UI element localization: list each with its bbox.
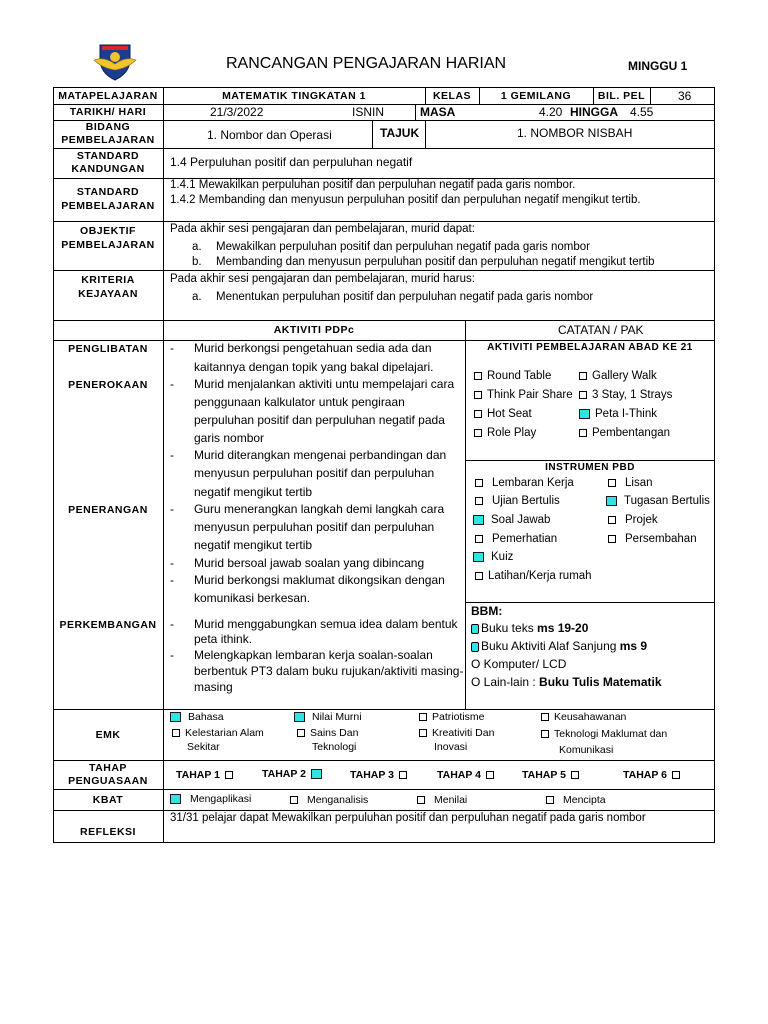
pbd-title: INSTRUMEN PBD — [545, 462, 635, 473]
date-value: 21/3/2022 — [210, 105, 264, 119]
checkbox-icon — [579, 372, 587, 380]
day-value: ISNIN — [352, 105, 385, 119]
checkbox-icon — [475, 572, 483, 580]
checked-checkbox-icon — [473, 515, 484, 525]
tajuk-label: TAJUK — [380, 126, 420, 140]
checkbox-icon — [541, 730, 549, 738]
checkbox-icon — [608, 516, 616, 524]
abad21-title: AKTIVITI PEMBELAJARAN ABAD KE 21 — [487, 342, 693, 353]
penerangan-3-line-1: Murid berkongsi maklumat dikongsikan dengan — [194, 573, 445, 587]
tahap-1[interactable]: TAHAP 1 — [176, 769, 238, 781]
pbd-tugasan-bertulis[interactable]: Tugasan Bertulis — [606, 495, 710, 507]
time-end: 4.55 — [630, 105, 654, 119]
perkembangan-2-line-1: Melengkapkan lembaran kerja soalan-soalan — [194, 648, 433, 662]
penglibatan-line-1: Murid berkongsi pengetahuan sedia ada dan — [194, 341, 432, 355]
checkbox-icon — [474, 391, 482, 399]
refleksi-label: REFLEKSI — [80, 826, 136, 838]
kelas-value: 1 GEMILANG — [500, 90, 572, 102]
checkbox-icon — [579, 391, 587, 399]
checkbox-icon — [672, 771, 680, 779]
penerokaan-2-line-3: negatif mengikut tertib — [194, 485, 313, 499]
checked-checkbox-icon — [294, 712, 305, 722]
checkbox-icon — [419, 729, 427, 737]
penerokaan-2-line-1: Murid diterangkan mengenai perbandingan dan — [194, 448, 447, 462]
penglibatan-label: PENGLIBATAN — [68, 343, 148, 355]
checked-checkbox-icon — [579, 409, 590, 419]
bullet-dash: - — [170, 448, 174, 462]
sp-label: STANDARD PEMBELAJARAN — [61, 186, 155, 212]
bbm-title: BBM: — [471, 604, 503, 618]
checkbox-icon — [486, 771, 494, 779]
perkembangan-2-line-2: berbentuk PT3 dalam buku rujukan/aktiviti masing- — [194, 664, 464, 678]
tahap-4[interactable]: TAHAP 4 — [437, 769, 499, 781]
hingga-label: HINGGA — [570, 105, 618, 119]
checkbox-icon — [297, 729, 305, 737]
tarikh-label: TARIKH/ HARI — [69, 106, 147, 118]
kbat-menilai[interactable]: Menilai — [417, 794, 467, 806]
abad21-round-table[interactable]: Round Table — [474, 370, 551, 382]
checkbox-icon — [474, 410, 482, 418]
checkbox-icon — [474, 429, 482, 437]
page-title: RANCANGAN PENGAJARAN HARIAN — [226, 55, 507, 72]
perkembangan-1-line-2: peta ithink. — [194, 632, 253, 646]
penerokaan-1-line-3: perpuluhan positif dan perpuluhan negatif pada — [194, 413, 445, 427]
checkbox-icon — [571, 771, 579, 779]
emk-sains[interactable]: Sains Dan — [297, 727, 358, 739]
checkbox-icon — [172, 729, 180, 737]
kk-a-marker: a. — [192, 291, 202, 303]
catatan-header: CATATAN / PAK — [558, 323, 644, 337]
tajuk-value: 1. NOMBOR NISBAH — [517, 126, 633, 140]
sp-line-1: 1.4.1 Mewakilkan perpuluhan positif dan perpuluhan negatif pada garis nombor. — [170, 179, 576, 191]
checkbox-icon — [579, 429, 587, 437]
perkembangan-1-line-1: Murid menggabungkan semua idea dalam bentuk — [194, 617, 458, 631]
perkembangan-label: PERKEMBANGAN — [59, 619, 157, 631]
tahap-label: TAHAP PENGUASAAN — [68, 762, 148, 787]
sp-line-2: 1.4.2 Membanding dan menyusun perpuluhan positif dan perpuluhan negatif mengikut tertib. — [170, 194, 641, 206]
checkbox-icon — [475, 497, 483, 505]
emk-kelestarian-2: Sekitar — [187, 741, 220, 753]
obj-a: Mewakilkan perpuluhan positif dan perpuluhan negatif pada garis nombor — [216, 241, 590, 253]
penerokaan-1-line-4: garis nombor — [194, 431, 265, 445]
emk-keusahawanan[interactable]: Keusahawanan — [541, 711, 626, 723]
aktiviti-header: AKTIVITI PDPc — [273, 324, 355, 336]
penerangan-1-line-2: menyusun perpuluhan positif dan perpuluhan — [194, 520, 435, 534]
bullet-dash: - — [170, 377, 174, 391]
obj-b-marker: b. — [192, 256, 202, 268]
pbd-soal-jawab[interactable]: Soal Jawab — [473, 514, 550, 526]
pbd-pemerhatian[interactable]: Pemerhatian — [475, 533, 557, 545]
obj-b: Membanding dan menyusun perpuluhan positif dan perpuluhan negatif mengikut tertib — [216, 256, 655, 268]
kbat-menganalisis[interactable]: Menganalisis — [290, 794, 368, 806]
pbd-lembaran-kerja[interactable]: Lembaran Kerja — [475, 477, 574, 489]
sk-value: 1.4 Perpuluhan positif dan perpuluhan negatif — [170, 155, 413, 169]
abad21-gallery-walk[interactable]: Gallery Walk — [579, 370, 657, 382]
bidang-label: BIDANG PEMBELAJARAN — [61, 121, 155, 146]
abad21-role-play[interactable]: Role Play — [474, 427, 536, 439]
bbm-komputer[interactable]: O Komputer/ LCD — [471, 657, 567, 671]
obj-a-marker: a. — [192, 241, 202, 253]
emk-bahasa[interactable]: Bahasa — [170, 711, 224, 723]
emk-kreativiti-2: Inovasi — [434, 741, 468, 753]
tahap-6[interactable]: TAHAP 6 — [623, 769, 685, 781]
bullet-dash: - — [170, 573, 174, 587]
penerangan-1-line-3: negatif mengikut tertib — [194, 538, 313, 552]
selected-ring-icon — [471, 642, 479, 652]
bbm-lain-lain[interactable]: O Lain-lain : Buku Tulis Matematik — [471, 675, 662, 689]
tahap-3[interactable]: TAHAP 3 — [350, 769, 412, 781]
kelas-label: KELAS — [432, 90, 472, 102]
checkbox-icon — [417, 796, 425, 804]
sk-label: STANDARD KANDUNGAN — [71, 150, 145, 175]
subject-value: MATEMATIK TINGKATAN 1 — [222, 90, 366, 102]
kbat-mengaplikasi[interactable]: Mengaplikasi — [170, 793, 251, 805]
penglibatan-line-2: kaitannya dengan topik yang bakal dipelajari. — [194, 360, 434, 374]
kk-label: KRITERIA KEJAYAAN — [78, 274, 138, 300]
checkbox-icon — [399, 771, 407, 779]
week-label: MINGGU 1 — [628, 59, 688, 73]
bidang-value: 1. Nombor dan Operasi — [207, 128, 332, 142]
bullet-dash: - — [170, 502, 174, 516]
penerangan-3-line-2: komunikasi berkesan. — [194, 591, 311, 605]
pbd-lisan[interactable]: Lisan — [608, 477, 653, 489]
checked-checkbox-icon — [170, 712, 181, 722]
emk-sains-2: Teknologi — [312, 741, 357, 753]
abad21-hot-seat[interactable]: Hot Seat — [474, 408, 532, 420]
checkbox-icon — [475, 535, 483, 543]
bullet-dash: - — [170, 617, 174, 631]
abad21-pembentangan[interactable]: Pembentangan — [579, 427, 670, 439]
time-start: 4.20 — [539, 105, 563, 119]
checkbox-icon — [419, 713, 427, 721]
obj-label: OBJEKTIF PEMBELAJARAN — [61, 225, 155, 251]
abad21-3-stay[interactable]: 3 Stay, 1 Strays — [579, 389, 672, 401]
pbd-persembahan[interactable]: Persembahan — [608, 533, 697, 545]
emk-label: EMK — [95, 729, 121, 741]
emk-tmk[interactable]: Teknologi Maklumat dan — [541, 728, 667, 740]
pbd-ujian-bertulis[interactable]: Ujian Bertulis — [475, 495, 560, 507]
bbm-buku-teks[interactable]: Buku teks ms 19-20 — [471, 621, 588, 635]
tahap-2[interactable]: TAHAP 2 — [262, 768, 327, 780]
penerokaan-1-line-1: Murid menjalankan aktiviti untu mempelajari cara — [194, 377, 455, 391]
checkbox-icon — [541, 713, 549, 721]
checkbox-icon — [225, 771, 233, 779]
checked-checkbox-icon — [606, 496, 617, 506]
emk-patriotisme[interactable]: Patriotisme — [419, 711, 485, 723]
checked-checkbox-icon — [311, 769, 322, 779]
tahap-5[interactable]: TAHAP 5 — [522, 769, 584, 781]
penerangan-2: Murid bersoal jawab soalan yang dibincang — [194, 556, 425, 570]
refleksi-text: 31/31 pelajar dapat Mewakilkan perpuluhan positif dan perpuluhan negatif pada garis nombor — [170, 812, 646, 824]
bbm-buku-aktiviti[interactable]: Buku Aktiviti Alaf Sanjung ms 9 — [471, 639, 647, 653]
penerangan-label: PENERANGAN — [68, 504, 148, 516]
emk-kreativiti[interactable]: Kreativiti Dan — [419, 727, 494, 739]
penerokaan-2-line-2: menyusun perpuluhan positif dan perpuluhan — [194, 466, 435, 480]
emk-tmk-2: Komunikasi — [559, 744, 614, 756]
abad21-peta-i-think[interactable]: Peta I-Think — [579, 408, 657, 420]
kbat-mencipta[interactable]: Mencipta — [546, 794, 606, 806]
perkembangan-2-line-3: masing — [194, 680, 233, 694]
bilpel-value: 36 — [678, 89, 692, 103]
obj-intro: Pada akhir sesi pengajaran dan pembelajaran, murid dapat: — [170, 223, 475, 235]
checkbox-icon — [546, 796, 554, 804]
abad21-think-pair-share[interactable]: Think Pair Share — [474, 389, 573, 401]
pbd-latihan[interactable]: Latihan/Kerja rumah — [475, 570, 592, 582]
pbd-kuiz[interactable]: Kuiz — [473, 551, 513, 563]
bullet-dash: - — [170, 341, 174, 355]
checked-checkbox-icon — [170, 794, 181, 804]
kbat-label: KBAT — [92, 794, 124, 806]
checkbox-icon — [474, 372, 482, 380]
bilpel-label: BIL. PEL — [597, 90, 646, 102]
checked-checkbox-icon — [473, 552, 484, 562]
kk-a: Menentukan perpuluhan positif dan perpuluhan negatif pada garis nombor — [216, 291, 594, 303]
kk-intro: Pada akhir sesi pengajaran dan pembelajaran, murid harus: — [170, 273, 475, 285]
masa-label: MASA — [420, 105, 456, 119]
penerokaan-label: PENEROKAAN — [68, 379, 148, 391]
emk-kelestarian[interactable]: Kelestarian Alam — [172, 727, 264, 739]
penerangan-1-line-1: Guru menerangkan langkah demi langkah cara — [194, 502, 445, 516]
checkbox-icon — [475, 479, 483, 487]
bullet-dash: - — [170, 648, 174, 662]
checkbox-icon — [608, 479, 616, 487]
pbd-projek[interactable]: Projek — [608, 514, 658, 526]
matapelajaran-label: MATAPELAJARAN — [58, 90, 158, 102]
emk-nilai-murni[interactable]: Nilai Murni — [294, 711, 362, 723]
selected-ring-icon — [471, 624, 479, 634]
penerokaan-1-line-2: penggunaan kalkulator untuk pengiraan — [194, 395, 405, 409]
bullet-dash: - — [170, 556, 174, 570]
checkbox-icon — [608, 535, 616, 543]
school-logo — [92, 42, 138, 82]
checkbox-icon — [290, 796, 298, 804]
